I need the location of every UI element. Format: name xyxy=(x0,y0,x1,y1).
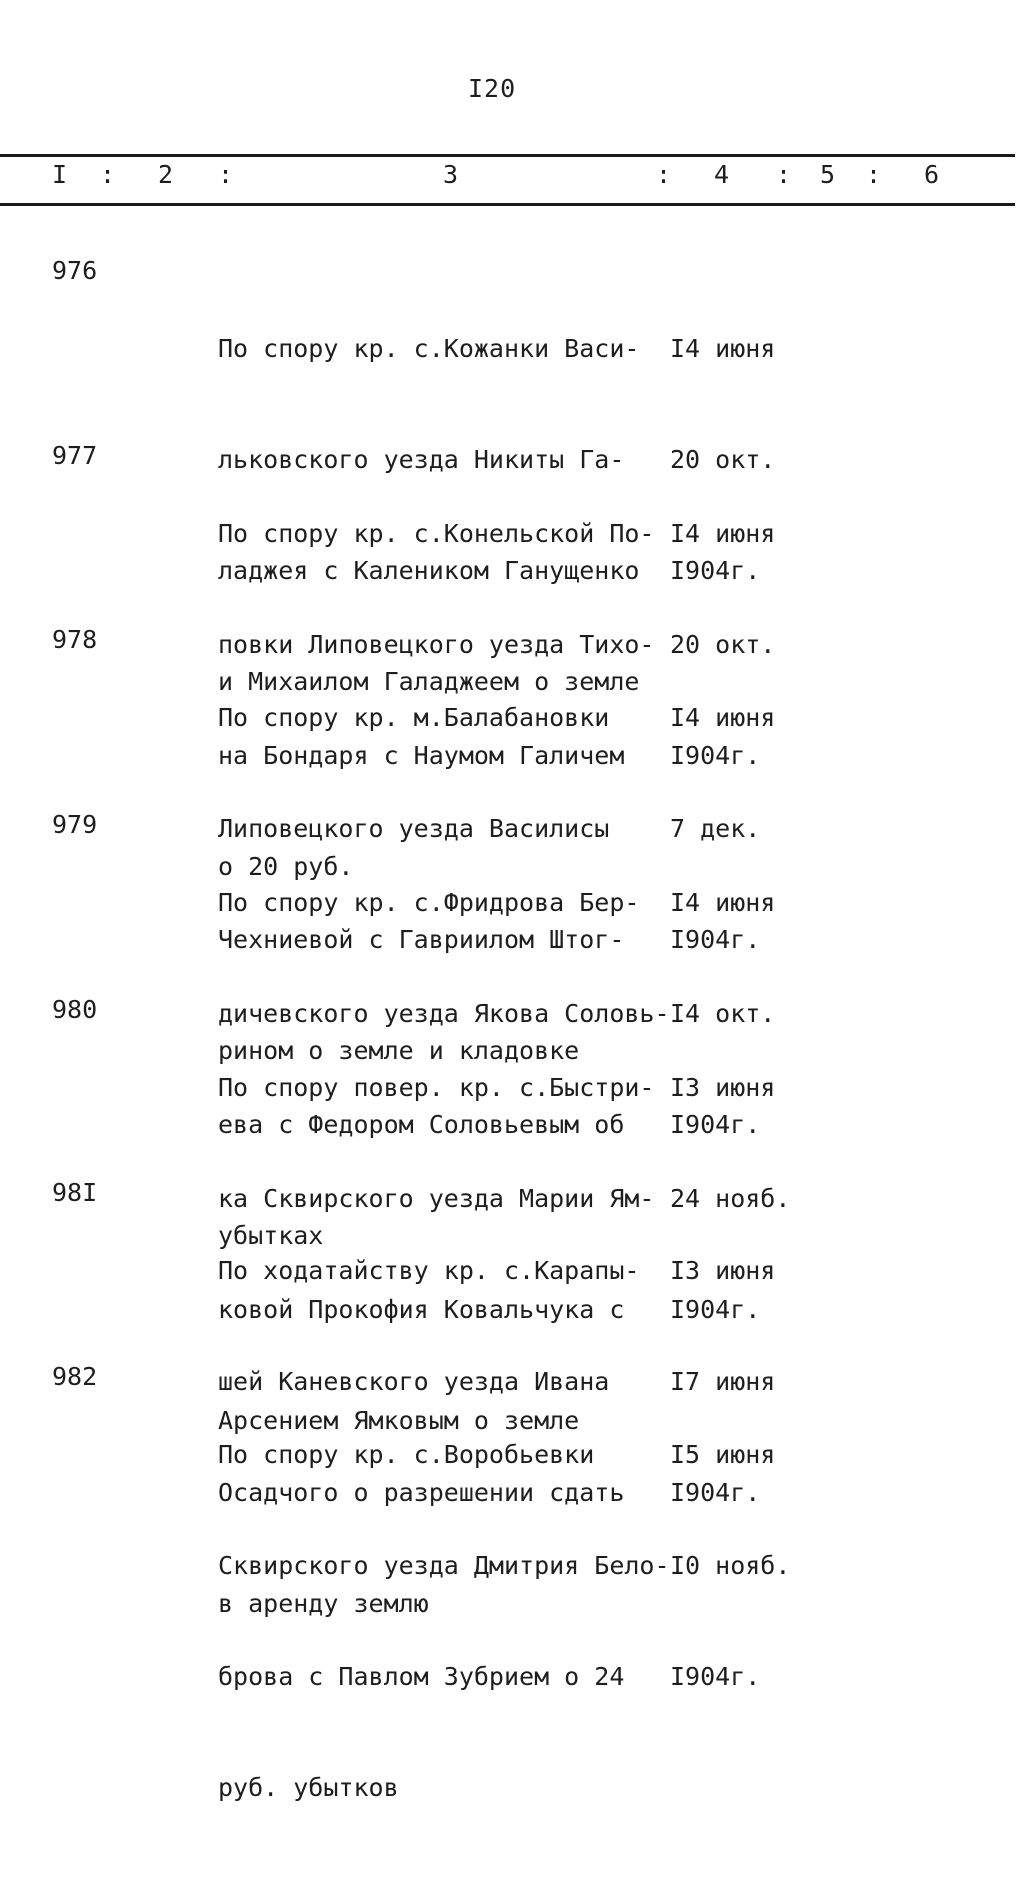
entry-number: 982 xyxy=(52,1362,98,1391)
entry-number: 979 xyxy=(52,810,98,839)
end-date: 20 окт. xyxy=(670,630,776,659)
year: I904г. xyxy=(670,556,761,585)
year: I904г. xyxy=(670,1478,761,1507)
description-line: По спору кр. с.Фридрова Бер- xyxy=(218,888,640,917)
description-line: ева с Федором Соловьевым об xyxy=(218,1110,625,1139)
entry-number: 978 xyxy=(52,625,98,654)
end-date: 20 окт. xyxy=(670,445,776,474)
start-date: I4 июня xyxy=(670,703,776,732)
entry-number: 977 xyxy=(52,441,98,470)
start-date: I3 июня xyxy=(670,1256,776,1285)
description-line: дичевского уезда Якова Соловь- xyxy=(218,999,670,1028)
description-line: По спору кр. с.Конельской По- xyxy=(218,519,655,548)
description-line: Чехниевой с Гавриилом Штог- xyxy=(218,925,625,954)
end-date: 7 дек. xyxy=(670,814,761,843)
description-line: повки Липовецкого уезда Тихо- xyxy=(218,630,655,659)
description-line: и Михаилом Галаджеем о земле xyxy=(218,667,640,696)
description-line: рином о земле и кладовке xyxy=(218,1036,580,1065)
column-header-6: 6 xyxy=(924,160,940,189)
column-header-4: 4 xyxy=(714,160,730,189)
description-line: ковой Прокофия Ковальчука с xyxy=(218,1295,625,1324)
description-line: По спору кр. с.Кожанки Васи- xyxy=(218,334,640,363)
header-rule-bottom xyxy=(0,203,1015,206)
entry-description xyxy=(218,1362,670,1880)
end-date: I4 окт. xyxy=(670,999,776,1028)
description-line: убытках xyxy=(218,1221,324,1250)
start-date: I5 июня xyxy=(670,1440,776,1469)
entry-number: 980 xyxy=(52,995,98,1024)
column-separator: : xyxy=(218,160,234,189)
column-header-2: 2 xyxy=(158,160,174,189)
column-header-3: 3 xyxy=(443,160,459,189)
end-date: I0 нояб. xyxy=(670,1551,791,1580)
year: I904г. xyxy=(670,1662,761,1691)
header-rule-top xyxy=(0,154,1015,157)
description-line: о 20 руб. xyxy=(218,852,354,881)
year: I904г. xyxy=(670,925,761,954)
start-date: I4 июня xyxy=(670,519,776,548)
description-line: Сквирского уезда Дмитрия Бело- xyxy=(218,1551,670,1580)
column-separator: : xyxy=(656,160,672,189)
column-separator: : xyxy=(866,160,882,189)
start-date: I4 июня xyxy=(670,334,776,363)
description-line: По спору кр. с.Воробьевки xyxy=(218,1440,595,1469)
description-line: шей Каневского уезда Ивана xyxy=(218,1367,610,1396)
year: I904г. xyxy=(670,1295,761,1324)
column-header-5: 5 xyxy=(820,160,836,189)
entry-number: 98I xyxy=(52,1178,98,1207)
description-line: в аренду землю xyxy=(218,1589,429,1618)
description-line: По спору повер. кр. с.Быстри- xyxy=(218,1073,655,1102)
description-line: на Бондаря с Наумом Галичем xyxy=(218,741,625,770)
description-line: ка Сквирского уезда Марии Ям- xyxy=(218,1184,655,1213)
end-date: I7 июня xyxy=(670,1367,776,1396)
end-date: 24 нояб. xyxy=(670,1184,791,1213)
year: I904г. xyxy=(670,1110,761,1139)
page-number: I20 xyxy=(468,74,517,103)
year: I904г. xyxy=(670,741,761,770)
column-separator: : xyxy=(776,160,792,189)
entry-dates xyxy=(670,1362,790,1769)
description-line: Липовецкого уезда Василисы xyxy=(218,814,610,843)
start-date: I3 июня xyxy=(670,1073,776,1102)
column-header-1: I xyxy=(52,160,68,189)
description-line: брова с Павлом Зубрием о 24 xyxy=(218,1662,625,1691)
description-line: Арсением Ямковым о земле xyxy=(218,1406,580,1435)
description-line: По ходатайству кр. с.Карапы- xyxy=(218,1256,640,1285)
description-line: По спору кр. м.Балабановки xyxy=(218,703,610,732)
column-separator: : xyxy=(100,160,116,189)
description-line: льковского уезда Никиты Га- xyxy=(218,445,625,474)
entry-number: 976 xyxy=(52,256,98,285)
start-date: I4 июня xyxy=(670,888,776,917)
description-line: ладжея с Калеником Ганущенко xyxy=(218,556,640,585)
description-line: руб. убытков xyxy=(218,1773,399,1802)
description-line: Осадчого о разрешении сдать xyxy=(218,1478,625,1507)
